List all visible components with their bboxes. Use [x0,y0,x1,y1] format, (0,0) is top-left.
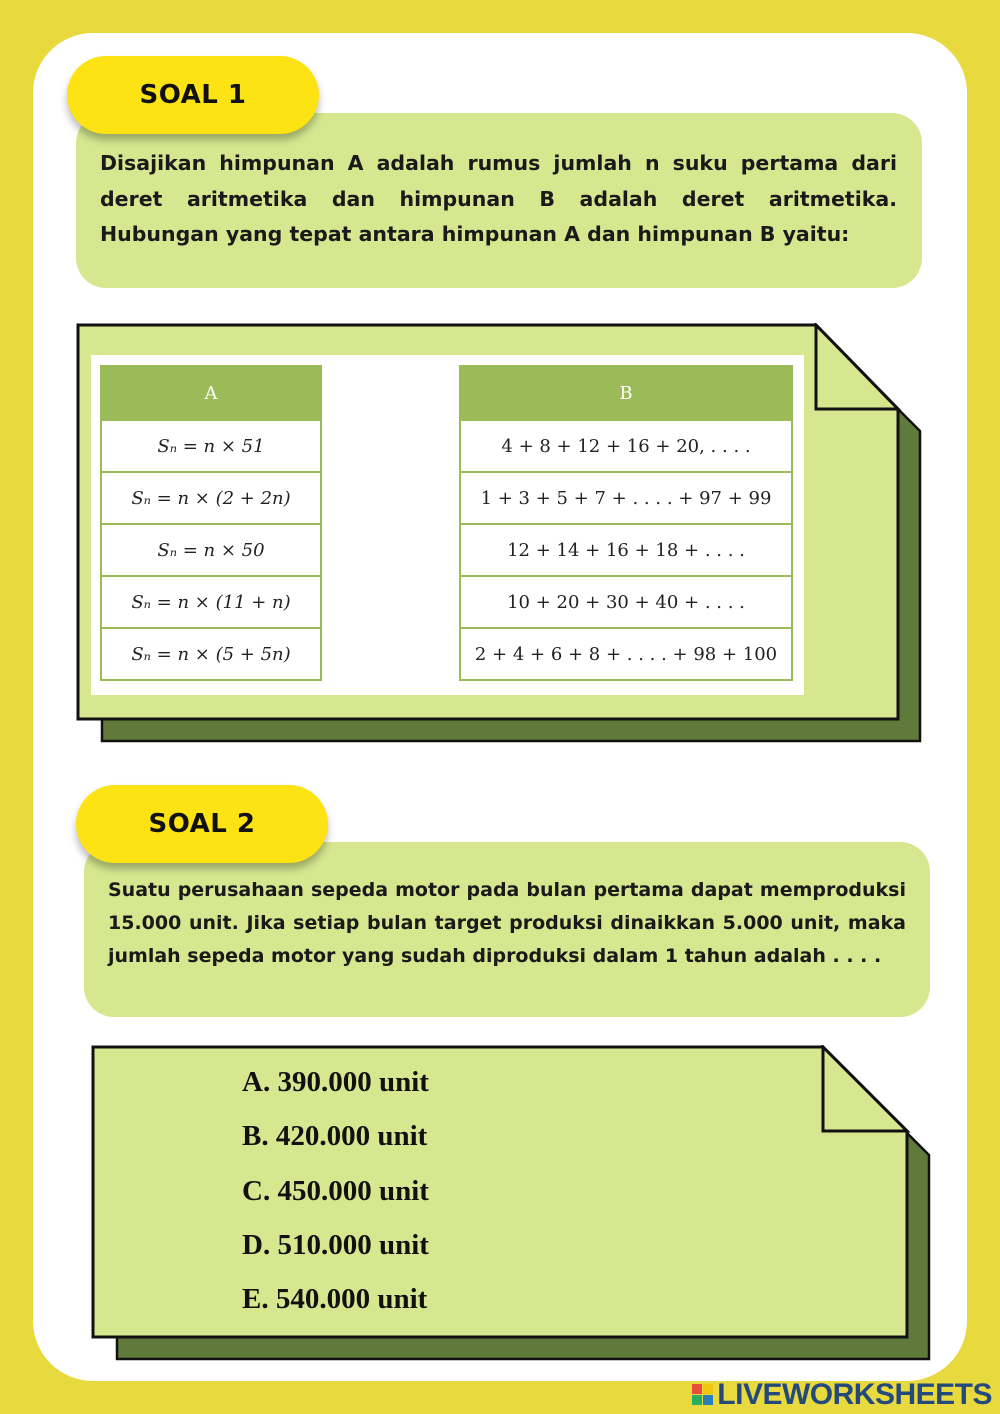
table-b-header: B [460,366,792,420]
table-a-header: A [101,366,321,420]
question-2-box [84,842,930,1017]
liveworksheets-logo [692,1378,992,1412]
brand-text: LIVEWORKSHEETS [717,1378,992,1411]
option-b[interactable]: B. 420.000 unit [242,1120,428,1152]
table-a-row: Sₙ = n × 51 [101,420,321,472]
option-a[interactable]: A. 390.000 unit [242,1066,429,1098]
table-a-row: Sₙ = n × (11 + n) [101,576,321,628]
table-b-row: 4 + 8 + 12 + 16 + 20, . . . . [460,420,792,472]
option-d[interactable]: D. 510.000 unit [242,1229,429,1261]
question-2-text: Suatu perusahaan sepeda motor pada bulan pertama dapat memproduksi 15.000 unit. Jika setiap bulan target produksi dinaikkan 5.000 unit, maka jumlah sepeda motor yang sudah diproduksi dalam 1 tahun adalah . . . . [108,879,906,967]
table-b-row: 10 + 20 + 30 + 40 + . . . . [460,576,792,628]
table-b-row: 1 + 3 + 5 + 7 + . . . . + 97 + 99 [460,472,792,524]
table-a-row: Sₙ = n × (5 + 5n) [101,628,321,680]
question-1-text: Disajikan himpunan A adalah rumus jumlah n suku pertama dari deret aritmetika dan himpunan B adalah deret aritmetika. Hubungan yang tepat antara himpunan A dan himpunan B yaitu: [100,151,897,246]
option-c[interactable]: C. 450.000 unit [242,1175,429,1207]
liveworksheets-icon [692,1384,714,1406]
table-b-row: 2 + 4 + 6 + 8 + . . . . + 98 + 100 [460,628,792,680]
table-note-1 [76,323,924,745]
soal-1-label: SOAL 1 [67,56,319,134]
question-1-box [76,113,922,288]
table-a-row: Sₙ = n × (2 + 2n) [101,472,321,524]
table-a [100,365,322,681]
option-e[interactable]: E. 540.000 unit [242,1283,428,1315]
soal-2-label: SOAL 2 [76,785,328,863]
table-b [459,365,793,681]
table-b-row: 12 + 14 + 16 + 18 + . . . . [460,524,792,576]
options-note [91,1045,933,1363]
folded-note-shape [91,1045,933,1363]
table-a-row: Sₙ = n × 50 [101,524,321,576]
